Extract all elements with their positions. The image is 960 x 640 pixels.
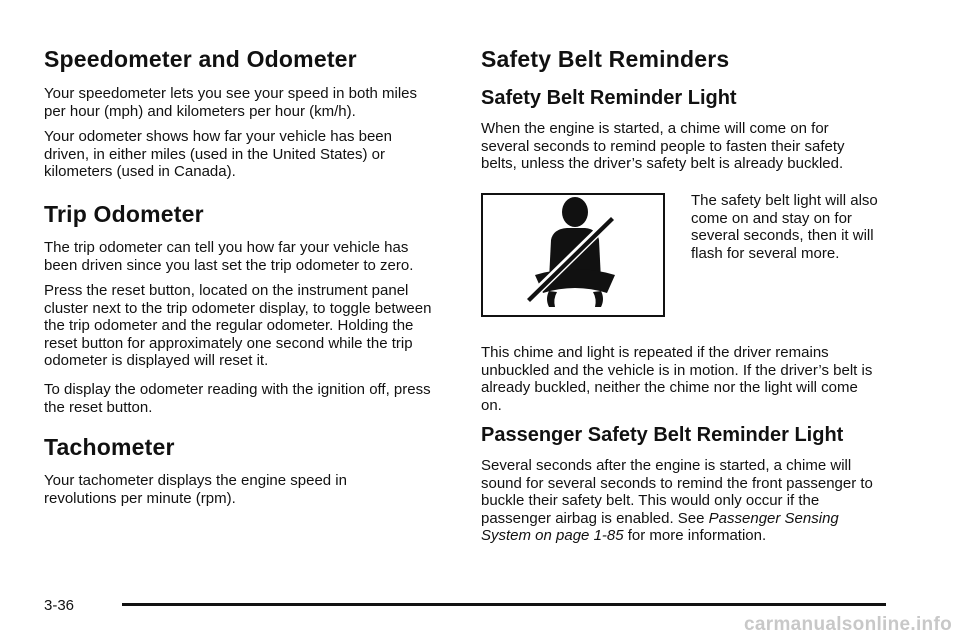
trip-paragraph-3: To display the odometer reading with the ignition off, press the reset button. bbox=[44, 381, 431, 416]
trip-paragraph-1: The trip odometer can tell you how far your vehicle has been driven since you last set the trip odometer to zero. bbox=[44, 239, 414, 274]
passenger-reminder-heading: Passenger Safety Belt Reminder Light bbox=[481, 424, 844, 446]
passenger-sensing-reference-link[interactable]: Passenger Sensing System on page 1-85 bbox=[481, 509, 839, 544]
trip-odometer-heading: Trip Odometer bbox=[44, 201, 204, 227]
watermark: carmanualsonline.info bbox=[744, 614, 952, 635]
reminder-light-paragraph-1: When the engine is started, a chime will come on for several seconds to remind people to fasten their safety belts, unless the driver’s safety belt is already buckled. bbox=[481, 120, 845, 172]
passenger-text-end: for more information. bbox=[623, 527, 767, 544]
page-number: 3-36 bbox=[44, 597, 75, 614]
reminder-light-heading: Safety Belt Reminder Light bbox=[481, 87, 737, 109]
footer-rule bbox=[122, 603, 886, 606]
tachometer-paragraph: Your tachometer displays the engine speed in revolutions per minute (rpm). bbox=[44, 472, 347, 507]
reminder-light-side-text: The safety belt light will also come on and stay on for several seconds, then it will flash for several more. bbox=[691, 192, 878, 262]
safety-belt-reminders-heading: Safety Belt Reminders bbox=[481, 46, 730, 72]
trip-paragraph-2: Press the reset button, located on the instrument panel cluster next to the trip odometer display, to toggle between the trip odometer and the regular odometer. Holding the reset button for approximately one second while the trip odometer is displayed will reset it. bbox=[44, 282, 432, 369]
reminder-light-paragraph-2: This chime and light is repeated if the driver remains unbuckled and the vehicle is in motion. If the driver’s belt is already buckled, neither the chime nor the light will come on. bbox=[481, 344, 873, 414]
safety-belt-symbol-box bbox=[481, 193, 665, 317]
speedometer-heading: Speedometer and Odometer bbox=[44, 46, 357, 72]
tachometer-heading: Tachometer bbox=[44, 434, 175, 460]
speedometer-paragraph-1: Your speedometer lets you see your speed in both miles per hour (mph) and kilometers per hour (km/h). bbox=[44, 85, 418, 120]
passenger-reminder-paragraph bbox=[481, 457, 891, 545]
safety-belt-icon bbox=[483, 195, 663, 315]
passenger-text: Several seconds after the engine is started, a chime will sound for several seconds to remind the front passenger to buckle their safety belt. This would only occur if the passenger airbag is enabled. See bbox=[481, 457, 873, 527]
speedometer-paragraph-2: Your odometer shows how far your vehicle has been driven, in either miles (used in the United States) or kilometers (used in Canada). bbox=[44, 128, 392, 180]
